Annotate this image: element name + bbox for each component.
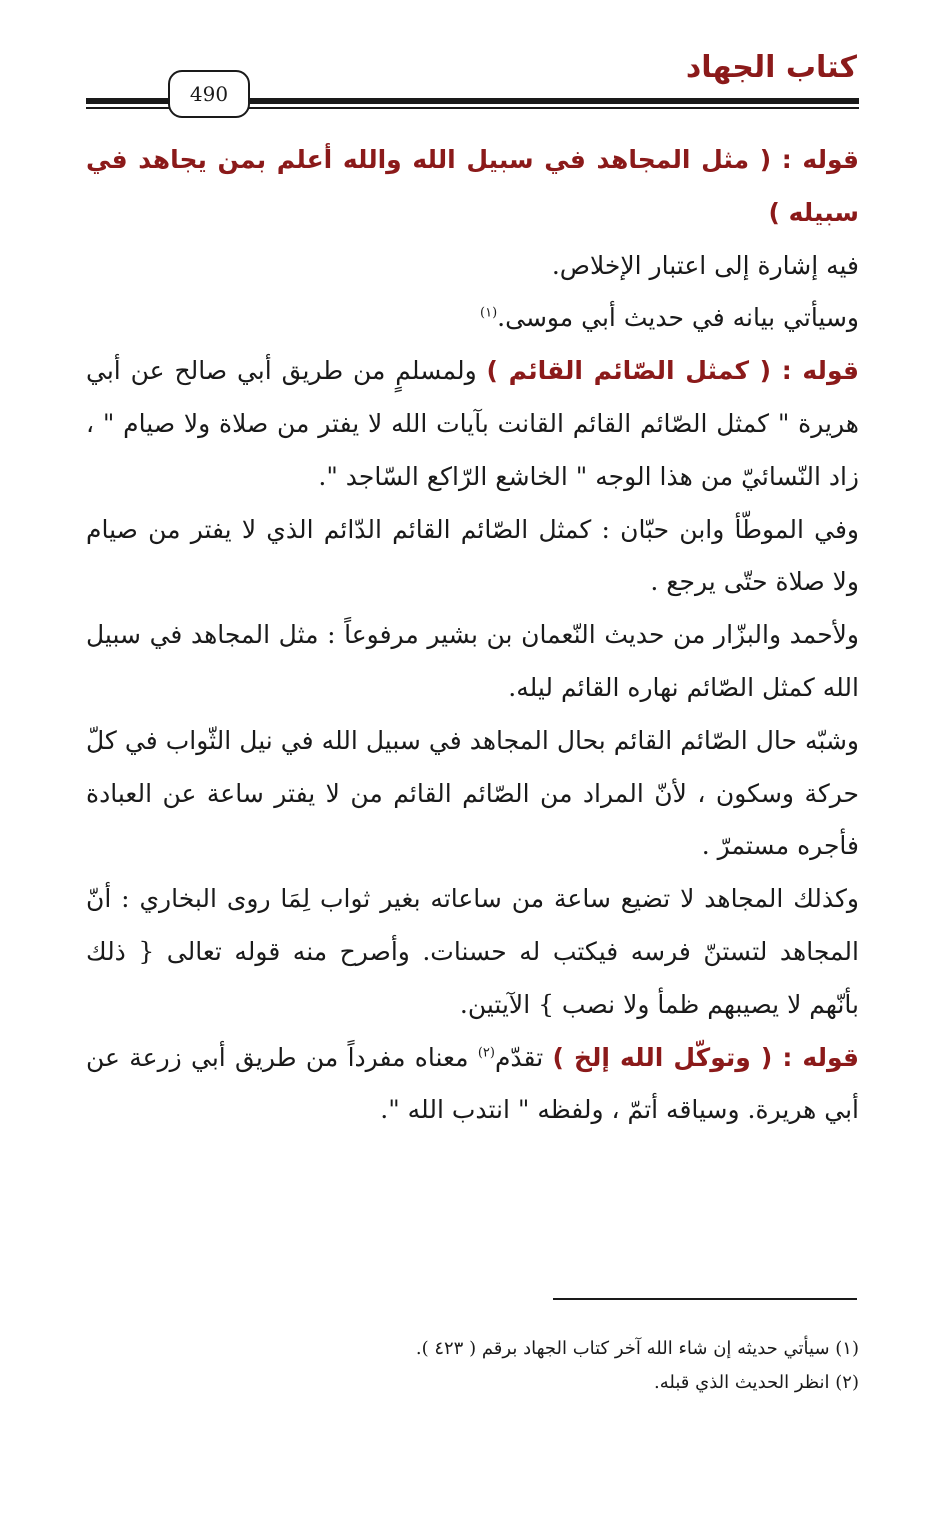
- paragraph-text: ولمسلمٍ من طريق أبي صالح عن أبي هريرة " كمثل الصّائم القائم القانت بآيات الله لا يفتر من صلاة ولا صيام " ، زاد النّسائيّ من هذا الوجه " الخاشع الرّاكع السّاجد ".: [86, 356, 859, 491]
- footnote-ref: (١): [480, 306, 498, 322]
- paragraph-text: وشبّه حال الصّائم القائم بحال المجاهد في سبيل الله في نيل الثّواب في كلّ حركة وسكون ، لأنّ المراد من الصّائم القائم من لا يفتر ساعة عن العبادة فأجره مستمرّ .: [86, 725, 859, 861]
- paragraph-text: وكذلك المجاهد لا تضيع ساعة من ساعاته بغير ثواب لِمَا روى البخاري : أنّ المجاهد لتستنّ فرسه فيكتب له حسنات. وأصرح منه قوله تعالى { ذلك بأنّهم لا يصيبهم ظمأ ولا نصب } الآيتين.: [86, 884, 859, 1019]
- footnote-ref: (٢): [477, 1045, 495, 1061]
- paragraph-text: ولأحمد والبزّار من حديث النّعمان بن بشير مرفوعاً : مثل المجاهد في سبيل الله كمثل الصّائم نهاره القائم ليله.: [86, 620, 859, 702]
- paragraph: [86, 292, 859, 345]
- paragraph: [86, 715, 859, 873]
- paragraph-text: وفي الموطّأ وابن حبّان : كمثل الصّائم القائم الدّائم الذي لا يفتر من صيام ولا صلاة حتّى يرجع .: [86, 514, 859, 597]
- paragraph-text: وسيأتي بيانه في حديث أبي موسى.: [497, 303, 859, 333]
- quote-heading: قوله : ( مثل المجاهد في سبيل الله والله أعلم بمن يجاهد في سبيله ): [86, 145, 859, 227]
- paragraph: [86, 609, 859, 715]
- footnote-separator: [553, 1298, 857, 1300]
- paragraph-text: فيه إشارة إلى اعتبار الإخلاص.: [551, 250, 859, 280]
- quote-heading: قوله : ( كمثل الصّائم القائم ): [486, 356, 859, 386]
- book-title: كتاب الجهاد: [685, 50, 857, 85]
- paragraph: [86, 240, 859, 293]
- quote-heading: قوله : ( وتوكّل الله إلخ ): [552, 1042, 860, 1072]
- paragraph: [86, 134, 859, 240]
- paragraph: [86, 345, 859, 503]
- paragraph-text: معناه مفرداً من طريق أبي زرعة عن أبي هريرة. وسياقه أتمّ ، ولفظه " انتدب الله ".: [86, 1042, 859, 1125]
- footnote: (٢) انظر الحديث الذي قبله.: [654, 1372, 859, 1393]
- paragraph: [86, 1032, 859, 1138]
- paragraph: [86, 504, 859, 610]
- main-text: [86, 134, 859, 1137]
- paragraph: [86, 873, 859, 1031]
- footnotes: [86, 1332, 859, 1400]
- footnote: (١) سيأتي حديثه إن شاء الله آخر كتاب الجهاد برقم ( ٤٢٣ ).: [415, 1338, 859, 1359]
- page-number: 490: [168, 70, 250, 118]
- paragraph-text: تقدّم: [494, 1042, 544, 1072]
